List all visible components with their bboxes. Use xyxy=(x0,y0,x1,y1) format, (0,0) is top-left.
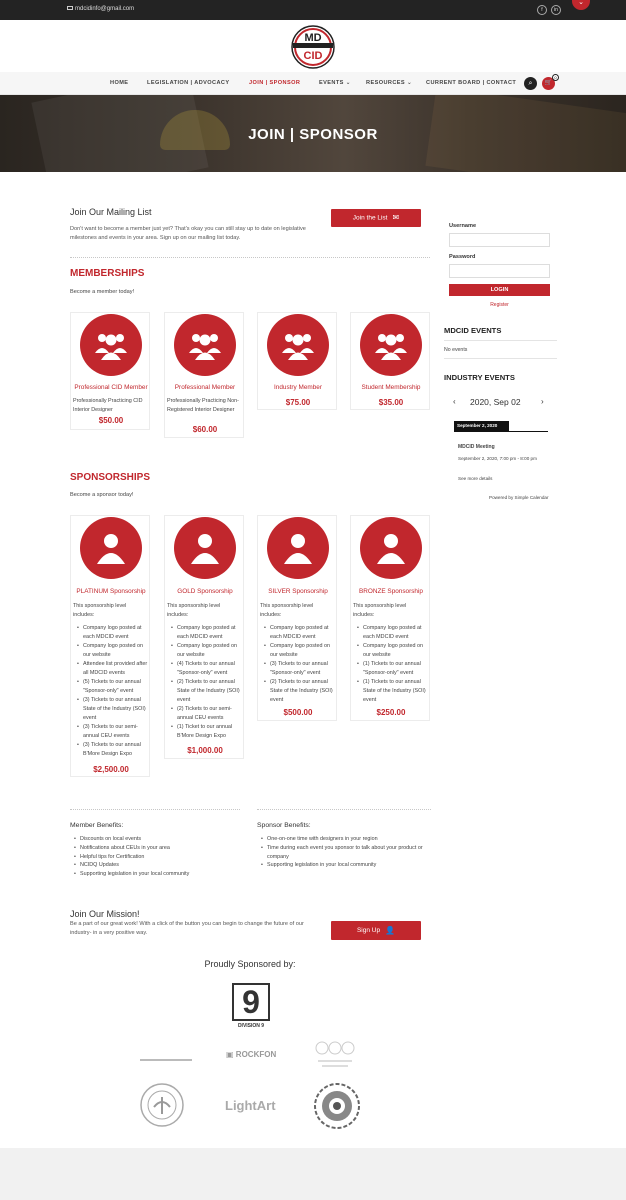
divider xyxy=(444,358,557,359)
membership-title: Industry Member xyxy=(274,384,322,391)
list-item: • Time during each event you sponsor to talk about your product or company xyxy=(261,844,429,862)
list-item: • Attendee list provided after all MDCID events xyxy=(77,660,149,678)
cart-count-badge: 0 xyxy=(552,74,559,81)
circles-mark-icon xyxy=(312,1040,358,1070)
membership-title: Professional CID Member xyxy=(74,384,148,391)
group-icon xyxy=(267,314,329,376)
division9-logo[interactable] xyxy=(231,983,271,1027)
sponsorship-card[interactable] xyxy=(257,515,337,721)
nine-mark: 9 xyxy=(232,983,270,1021)
sponsor-seal-logo[interactable] xyxy=(140,1083,184,1127)
username-label: Username xyxy=(449,223,477,229)
membership-desc: Professionally Practicing Non-Registered Interior Designer xyxy=(167,398,239,413)
contact-email[interactable]: mdcidinfo@gmail.com xyxy=(67,6,134,12)
sponsorship-includes-list xyxy=(77,624,149,759)
username-input[interactable] xyxy=(449,233,550,247)
sponsorship-includes-list xyxy=(357,624,429,705)
member-benefits-title: Member Benefits: xyxy=(70,822,124,829)
main-nav xyxy=(0,72,626,95)
no-events-text: No events xyxy=(444,347,468,353)
lightart-logo[interactable]: LightArt xyxy=(225,1098,276,1113)
sponsorships-subtitle: Become a sponsor today! xyxy=(70,492,134,498)
rockfon-label: ROCKFON xyxy=(235,1050,277,1059)
nav-join-sponsor[interactable]: JOIN | SPONSOR xyxy=(249,80,301,86)
mdcid-events-heading: MDCID EVENTS xyxy=(444,326,502,335)
list-item: • (4) Tickets to our annual "Sponsor-only" event xyxy=(171,660,243,678)
sponsorship-price: $250.00 xyxy=(376,708,406,717)
membership-card[interactable] xyxy=(350,312,430,410)
top-bar xyxy=(0,0,626,20)
see-more-link[interactable]: See more details xyxy=(458,476,493,481)
join-list-label: Join the List xyxy=(352,214,388,222)
logo-cid-text: CID xyxy=(303,50,323,62)
nav-events[interactable] xyxy=(319,80,351,86)
calendar-date-nav: 2020, Sep 02 xyxy=(470,397,521,407)
user-icon xyxy=(360,517,422,579)
membership-price: $35.00 xyxy=(378,398,404,407)
site-header xyxy=(0,20,626,72)
list-item: • (2) Tickets to our semi-annual CEU events xyxy=(171,705,243,723)
sign-up-button[interactable] xyxy=(331,921,421,940)
divider xyxy=(70,809,240,810)
sponsorship-price: $2,500.00 xyxy=(93,765,129,774)
nav-board-contact[interactable]: CURRENT BOARD | CONTACT xyxy=(426,80,517,86)
list-item: • (3) Tickets to our annual State of the Industry (SOI) event xyxy=(77,696,149,723)
membership-desc: Professionally Practicing CID Interior Designer xyxy=(73,398,143,413)
sponsorship-price: $500.00 xyxy=(283,708,313,717)
sponsor-logo-circles[interactable] xyxy=(312,1040,358,1070)
list-item: • Helpful tips for Certification xyxy=(74,853,244,862)
facebook-icon[interactable]: f xyxy=(537,5,547,15)
linkedin-icon[interactable]: in xyxy=(551,5,561,15)
sponsorship-card[interactable] xyxy=(70,515,150,777)
sponsorship-title: SILVER Sponsorship xyxy=(268,588,328,595)
sponsor-benefits-list xyxy=(261,835,429,870)
mailing-list-title: Join Our Mailing List xyxy=(70,207,152,217)
division9-label: DIVISION 9 xyxy=(237,1023,265,1029)
membership-title: Student Membership xyxy=(361,384,421,391)
date-tab[interactable]: September 2, 2020 xyxy=(454,421,509,431)
sponsorship-intro: This sponsorship level includes: xyxy=(73,603,127,618)
membership-card[interactable] xyxy=(70,312,150,430)
membership-price: $60.00 xyxy=(192,425,218,434)
group-icon xyxy=(174,314,236,376)
sponsorship-card[interactable] xyxy=(164,515,244,759)
next-arrow-icon[interactable]: › xyxy=(541,397,544,406)
sponsor-gear-logo[interactable] xyxy=(313,1082,361,1130)
list-item: • (3) Tickets to our annual B'More Design Expo xyxy=(77,741,149,759)
chevron-down-icon: ⌄ xyxy=(407,80,413,86)
list-item: • (3) Tickets to our semi-annual CEU events xyxy=(77,723,149,741)
search-icon[interactable]: ⌕ xyxy=(524,77,537,90)
sponsorship-title: PLATINUM Sponsorship xyxy=(76,588,146,595)
divider xyxy=(70,257,430,258)
list-item: • One-on-one time with designers in your region xyxy=(261,835,429,844)
memberships-title: MEMBERSHIPS xyxy=(70,268,145,279)
nav-resources[interactable] xyxy=(366,80,412,86)
sponsorship-card[interactable] xyxy=(350,515,430,721)
event-time: September 2, 2020, 7:00 pm - 8:00 pm xyxy=(458,456,537,461)
member-benefits-list xyxy=(74,835,244,879)
nav-home[interactable]: HOME xyxy=(110,80,129,86)
sign-up-label: Sign Up xyxy=(356,927,381,935)
list-item: • Supporting legislation in your local community xyxy=(261,861,429,870)
group-icon xyxy=(80,314,142,376)
sponsorship-includes-list xyxy=(171,624,243,741)
list-item: • (3) Tickets to our annual "Sponsor-only" event xyxy=(264,660,336,678)
user-icon xyxy=(267,517,329,579)
sponsorship-intro: This sponsorship level includes: xyxy=(167,603,221,618)
chevron-down-icon[interactable]: ⌄ xyxy=(572,0,590,10)
cart-icon[interactable]: 🛒 0 xyxy=(542,77,555,90)
event-title[interactable]: MDCID Meeting xyxy=(458,444,495,450)
sponsorship-title: BRONZE Sponsorship xyxy=(359,588,423,595)
industry-events-heading: INDUSTRY EVENTS xyxy=(444,373,515,382)
prev-arrow-icon[interactable]: ‹ xyxy=(453,397,456,406)
sponsorship-title: GOLD Sponsorship xyxy=(177,588,233,595)
sponsorship-includes-list xyxy=(264,624,336,705)
register-link[interactable]: Register xyxy=(490,302,509,308)
membership-title: Professional Member xyxy=(174,384,236,391)
gear-icon xyxy=(313,1082,361,1130)
list-item: • Company logo posted at each MDCID event xyxy=(264,624,336,642)
divider xyxy=(257,809,431,810)
sponsorships-title: SPONSORSHIPS xyxy=(70,472,151,483)
chevron-down-icon: ⌄ xyxy=(345,80,351,86)
membership-card[interactable] xyxy=(257,312,337,410)
user-icon xyxy=(174,517,236,579)
group-icon xyxy=(360,314,422,376)
sponsor-logo-script[interactable] xyxy=(140,1051,192,1061)
membership-price: $75.00 xyxy=(285,398,311,407)
nav-legislation[interactable]: LEGISLATION | ADVOCACY xyxy=(147,80,230,86)
list-item: • Company logo posted on our website xyxy=(264,642,336,660)
list-item: • (2) Tickets to our annual State of the Industry (SOI) event xyxy=(171,678,243,705)
list-item: • Company logo posted at each MDCID event xyxy=(357,624,429,642)
add-user-icon: 👤 xyxy=(385,926,396,935)
user-icon xyxy=(80,517,142,579)
list-item: • NCIDQ Updates xyxy=(74,861,244,870)
list-item: • (1) Tickets to our annual "Sponsor-only" event xyxy=(357,660,429,678)
memberships-subtitle: Become a member today! xyxy=(70,289,135,295)
list-item: • Discounts on local events xyxy=(74,835,244,844)
list-item: • (1) Ticket to our annual B'More Design Expo xyxy=(171,723,243,741)
mailing-list-desc: Don't want to become a member just yet? That's okay you can still stay up to date on legislative milestones and events in your area. Sign up on our mailing list today. xyxy=(70,226,306,241)
membership-price: $50.00 xyxy=(98,416,124,425)
divider xyxy=(454,431,548,432)
list-item: • (5) Tickets to our annual "Sponsor-only" event xyxy=(77,678,149,696)
mission-title: Join Our Mission! xyxy=(70,909,140,919)
membership-card[interactable] xyxy=(164,312,244,438)
nav-resources-label: RESOURCES xyxy=(366,80,406,86)
divider xyxy=(444,340,557,341)
list-item: • Notifications about CEUs in your area xyxy=(74,844,244,853)
seal-mark-icon xyxy=(140,1083,184,1127)
sponsorship-intro: This sponsorship level includes: xyxy=(353,603,407,618)
rockfon-mark-icon: ▣ xyxy=(226,1050,234,1059)
sponsors-heading: Proudly Sponsored by: xyxy=(204,959,296,969)
list-item: • (2) Tickets to our annual State of the Industry (SOI) event xyxy=(264,678,336,705)
list-item: • Supporting legislation in your local community xyxy=(74,870,244,879)
powered-by-text: Powered by Simple Calendar xyxy=(489,495,549,500)
page-title: JOIN | SPONSOR xyxy=(248,126,378,143)
sponsorship-intro: This sponsorship level includes: xyxy=(260,603,314,618)
footer xyxy=(0,1148,626,1200)
list-item: • Company logo posted on our website xyxy=(171,642,243,660)
login-button[interactable]: LOGIN xyxy=(449,284,550,296)
list-item: • Company logo posted on our website xyxy=(77,642,149,660)
sponsorship-price: $1,000.00 xyxy=(187,746,223,755)
envelope-icon: ✉ xyxy=(392,213,400,222)
rockfon-logo[interactable] xyxy=(226,1050,276,1059)
envelope-icon xyxy=(67,6,73,10)
list-item: • Company logo posted at each MDCID event xyxy=(171,624,243,642)
nav-events-label: EVENTS xyxy=(319,80,344,86)
password-label: Password xyxy=(449,254,476,260)
join-list-button[interactable] xyxy=(331,209,421,227)
sponsor-benefits-title: Sponsor Benefits: xyxy=(257,822,311,829)
mdcid-logo[interactable] xyxy=(290,25,336,69)
list-item: • Company logo posted on our website xyxy=(357,642,429,660)
list-item: • (1) Tickets to our annual State of the Industry (SOI) event xyxy=(357,678,429,705)
password-input[interactable] xyxy=(449,264,550,278)
list-item: • Company logo posted at each MDCID event xyxy=(77,624,149,642)
hero-banner xyxy=(0,95,626,172)
logo-md-text: MD xyxy=(304,32,322,44)
mission-desc: Be a part of our great work! With a click of the button you can begin to change the future of our industry- in a very positive way. xyxy=(70,921,304,936)
